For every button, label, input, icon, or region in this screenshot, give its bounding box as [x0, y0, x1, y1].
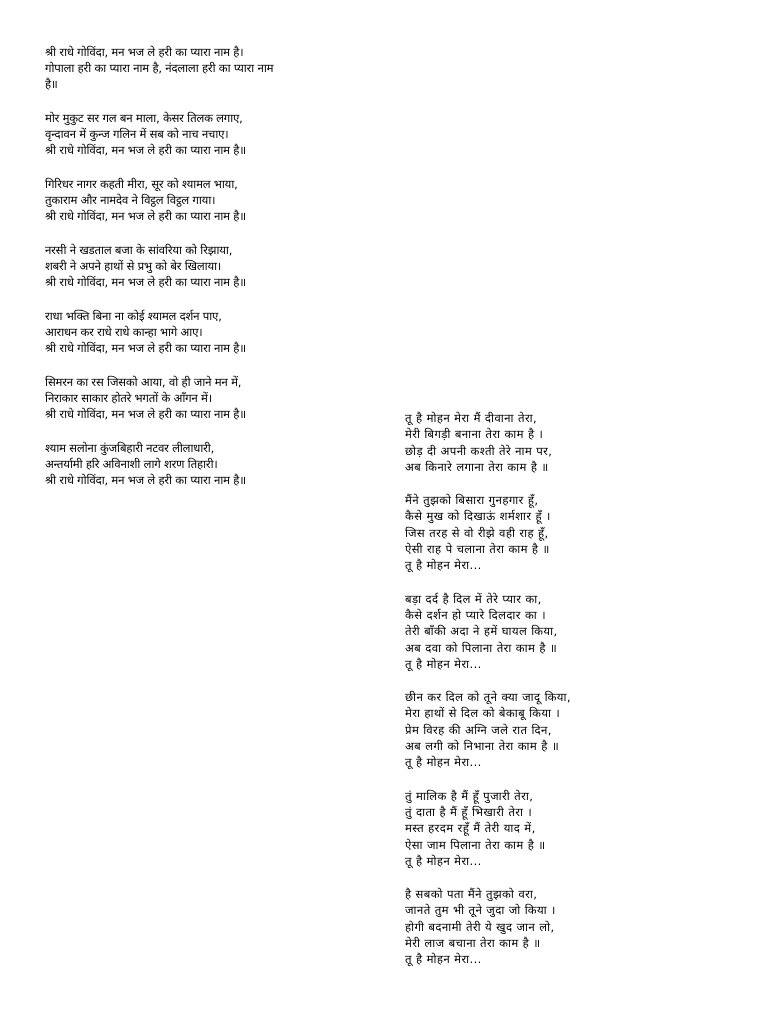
verse-line: कैसे मुख को दिखाऊं शर्मशार हूँ । [405, 509, 551, 524]
verse-line: निराकार साकार होतरे भगतों के आँगन में। [45, 391, 212, 405]
verse-line: छोड़ दी अपनी कश्ती तेरे नाम पर, [405, 443, 553, 458]
verse-line: है॥ [45, 77, 58, 91]
right-stanza [405, 886, 645, 967]
verse-line: सिमरन का रस जिसको आया, वो ही जाने मन में, [45, 375, 242, 389]
verse-line: अन्तर्यामी हरि अविनाशी लागे शरण तिहारी। [45, 457, 218, 471]
verse-line: श्री राधे गोविंदा, मन भज ले हरी का प्यारा नाम है॥ [45, 407, 246, 421]
verse-line: अब किनारे लगाना तेरा काम है ॥ [405, 459, 549, 474]
verse-line: तू है मोहन मेरा... [405, 558, 482, 573]
verse-line: तू है मोहन मेरा... [405, 755, 482, 770]
verse-line: श्री राधे गोविंदा, मन भज ले हरी का प्यारा नाम है॥ [45, 473, 246, 487]
verse-line: तुं मालिक है मैं हूँ पुजारी तेरा, [405, 788, 534, 803]
verse-line: छीन कर दिल को तूने क्या जादू किया, [405, 690, 571, 705]
verse-line: ऐसी राह पे चलाना तेरा काम है ॥ [405, 542, 550, 557]
verse-line: मेरी लाज बचाना तेरा काम है ॥ [405, 936, 541, 951]
verse-line: होगी बदनामी तेरी ये खुद जान लो, [405, 919, 555, 934]
left-stanza [45, 308, 375, 356]
verse-line: जानते तुम भी तूने जुदा जो किया । [405, 903, 556, 918]
right-stanza [405, 689, 645, 770]
verse-line: प्रेम विरह की अग्नि जले रात दिन, [405, 722, 552, 737]
verse-line: आराधन कर राधे राधे कान्हा भागे आए। [45, 325, 203, 339]
verse-line: अब दवा को पिलाना तेरा काम है ॥ [405, 640, 558, 655]
verse-line: गिरिधर नागर कहती मीरा, सूर को श्यामल भाया, [45, 177, 238, 191]
verse-line: तुकाराम और नामदेव ने विट्ठल विट्ठल गाया। [45, 193, 216, 207]
verse-line: ऐसा जाम पिलाना तेरा काम है ॥ [405, 837, 546, 852]
verse-line: बड़ा दर्द है दिल में तेरे प्यार का, [405, 591, 542, 606]
verse-line: राधा भक्ति बिना ना कोई श्यामल दर्शन पाए, [45, 309, 222, 323]
left-stanza [45, 374, 375, 422]
right-stanza [405, 788, 645, 869]
verse-line: श्री राधे गोविंदा, मन भज ले हरी का प्यारा नाम है॥ [45, 275, 246, 289]
verse-line: है सबको पता मैंने तुझको वरा, [405, 887, 538, 902]
left-stanza [45, 176, 375, 224]
right-stanza [405, 410, 645, 475]
verse-line: अब लगी को निभाना तेरा काम है ॥ [405, 739, 560, 754]
verse-line: जिस तरह से वो रीझे वही राह हूँ, [405, 525, 549, 540]
left-stanza [45, 242, 375, 290]
left-stanza [45, 440, 375, 488]
verse-line: श्री राधे गोविंदा, मन भज ले हरी का प्यारा नाम है॥ [45, 341, 246, 355]
verse-line: श्री राधे गोविंदा, मन भज ले हरी का प्यारा नाम है॥ [45, 209, 246, 223]
verse-line: श्री राधे गोविंदा, मन भज ले हरी का प्यारा नाम है॥ [45, 143, 246, 157]
right-stanza [405, 492, 645, 573]
verse-line: मोर मुकुट सर गल बन माला, केसर तिलक लगाए, [45, 111, 243, 125]
verse-line: तू है मोहन मेरा... [405, 656, 482, 671]
verse-line: तू है मोहन मेरा मैं दीवाना तेरा, [405, 411, 538, 425]
right-stanza [405, 591, 645, 672]
left-stanza [45, 44, 375, 92]
left-stanza [45, 110, 375, 158]
verse-line: वृन्दावन में कुन्ज गलिन में सब को नाच नचाए। [45, 127, 229, 141]
verse-line: तू है मोहन मेरा... [405, 952, 482, 967]
verse-line: मेरा हाथों से दिल को बेकाबू किया । [405, 706, 561, 721]
left-column [45, 44, 375, 506]
verse-line: मेरी बिगड़ी बनाना तेरा काम है । [405, 427, 544, 442]
verse-line: श्याम सलोना कुंजबिहारी नटवर लीलाधारी, [45, 441, 215, 455]
verse-line: श्री राधे गोविंदा, मन भज ले हरी का प्यारा नाम है। [45, 45, 244, 59]
verse-line: नरसी ने खडताल बजा के सांवरिया को रिझाया, [45, 243, 233, 257]
verse-line: मस्त हरदम रहूँ मैं तेरी याद में, [405, 821, 536, 836]
verse-line: तेरी बाँकी अदा ने हमें घायल किया, [405, 624, 558, 639]
verse-line: तुं दाता है मैं हूँ भिखारी तेरा । [405, 804, 533, 819]
verse-line: तू है मोहन मेरा... [405, 853, 482, 868]
right-column [405, 410, 645, 985]
verse-line: कैसे दर्शन हो प्यारे दिलदार का । [405, 607, 546, 622]
verse-line: गोपाला हरी का प्यारा नाम है, नंदलाला हरी का प्यारा नाम [45, 61, 274, 75]
verse-line: शबरी ने अपने हाथों से प्रभु को बेर खिलाया। [45, 259, 222, 273]
verse-line: मैंने तुझको बिसारा गुनहगार हूँ, [405, 493, 539, 508]
